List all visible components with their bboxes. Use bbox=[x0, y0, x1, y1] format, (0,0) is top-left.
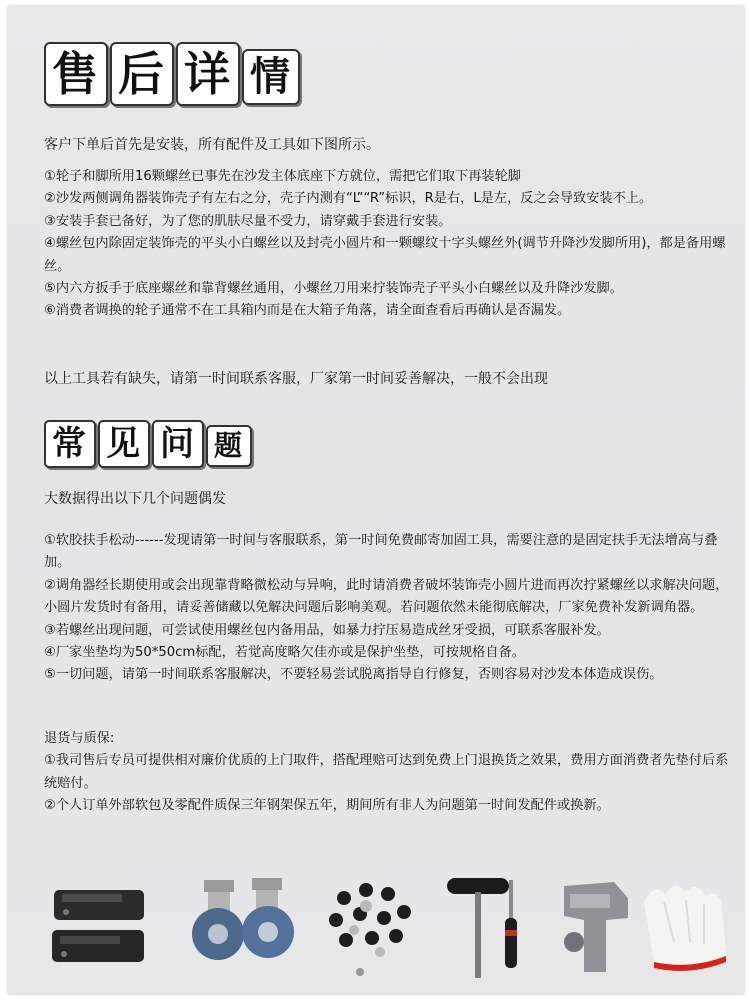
install-item-6: ⑥消费者调换的轮子通常不在工具箱内而是在大箱子角落，请全面查看后再确认是否漏发。 bbox=[44, 303, 571, 319]
returns-section bbox=[44, 728, 734, 818]
install-item-2: ②沙发两侧调角器装饰壳子有左右之分，壳子内测有“L”“R”标识，R是右，L是左，反之会导致安装不上。 bbox=[44, 191, 653, 207]
screw-pack-image bbox=[314, 872, 424, 982]
faq-item-2: ②调角器经长期使用或会出现靠背略微松动与异响，此时请消费者破坏装饰壳小圆片进而再次拧紧螺丝以求解决问题，小圆片发货时有备用，请妥善储藏以免解决问题后影响美观。若问题依然未能彻底解决，厂家免费补发新调角器。 bbox=[44, 577, 729, 616]
faq-item-3: ③若螺丝出现问题，可尝试使用螺丝包内备用品，如暴力拧压易造成丝牙受损，可联系客服补发。 bbox=[44, 622, 610, 638]
missing-tools-note bbox=[44, 368, 734, 390]
install-item-5: ⑤内六方扳手于底座螺丝和靠背螺丝通用，小螺丝刀用来拧装饰壳子平头小白螺丝以及升降沙发脚。 bbox=[44, 281, 623, 297]
returns-item-2: ②个人订单外部软包及零配件质保三年钢架保五年，期间所有非人为问题第一时间发配件或换新。 bbox=[44, 798, 610, 814]
install-item-4: ④螺丝包内除固定装饰壳的平头小白螺丝以及封壳小圆片和一颗螺纹十字头螺丝外(调节升降沙发脚所用)，都是备用螺丝。 bbox=[44, 236, 726, 274]
faq-list bbox=[44, 530, 734, 687]
accessories-photo-row bbox=[44, 872, 734, 982]
missing-note-line: 以上工具若有缺失，请第一时间联系客服，厂家第一时间妥善解决，一般不会出现 bbox=[44, 371, 548, 387]
heading-char: 情 bbox=[242, 49, 300, 105]
aftersales-heading bbox=[44, 42, 302, 106]
faq-lead-line: 大数据得出以下几个问题偶发 bbox=[44, 491, 226, 507]
aftersales-sheet bbox=[8, 6, 744, 994]
work-gloves-image bbox=[634, 872, 734, 982]
heading-char: 详 bbox=[176, 42, 240, 106]
heading-char: 见 bbox=[98, 420, 150, 468]
faq-item-1: ①软胶扶手松动------发现请第一时间与客服联系，第一时间免费邮寄加固工具，需要注意的是固定扶手无法增高与叠加。 bbox=[44, 533, 718, 571]
heading-char: 常 bbox=[44, 420, 96, 468]
faq-heading bbox=[44, 420, 254, 468]
metal-bracket-tool-image bbox=[544, 872, 644, 982]
intro-line: 客户下单后首先是安装，所有配件及工具如下图所示。 bbox=[44, 137, 380, 153]
faq-item-4: ④厂家坐垫均为50*50cm标配，若觉高度略欠佳亦或是保护坐垫，可按规格自备。 bbox=[44, 645, 525, 661]
install-item-1: ①轮子和脚所用16颗螺丝已事先在沙发主体底座下方就位，需把它们取下再装轮脚 bbox=[44, 169, 521, 184]
install-item-3: ③安装手套已备好，为了您的肌肤尽量不受力，请穿戴手套进行安装。 bbox=[44, 213, 452, 229]
hex-wrench-screwdriver-image bbox=[439, 872, 549, 982]
faq-item-5: ⑤一切问题，请第一时间联系客服解决，不要轻易尝试脱离指导自行修复，否则容易对沙发本体造成误伤。 bbox=[44, 667, 663, 683]
install-list bbox=[44, 166, 734, 323]
returns-item-1: ①我司售后专员可提供相对廉价优质的上门取件，搭配理赔可达到免费上门退换货之效果，费用方面消费者先垫付后系统赔付。 bbox=[44, 753, 729, 791]
heading-char: 售 bbox=[44, 42, 108, 106]
heading-char: 后 bbox=[110, 42, 174, 106]
intro-text bbox=[44, 134, 734, 156]
heading-char: 题 bbox=[206, 425, 252, 467]
caster-wheels-image bbox=[184, 872, 304, 982]
heading-char: 问 bbox=[152, 420, 204, 468]
returns-title: 退货与质保: bbox=[44, 731, 115, 746]
decorative-shell-brackets-image bbox=[44, 872, 164, 982]
faq-lead bbox=[44, 488, 734, 510]
